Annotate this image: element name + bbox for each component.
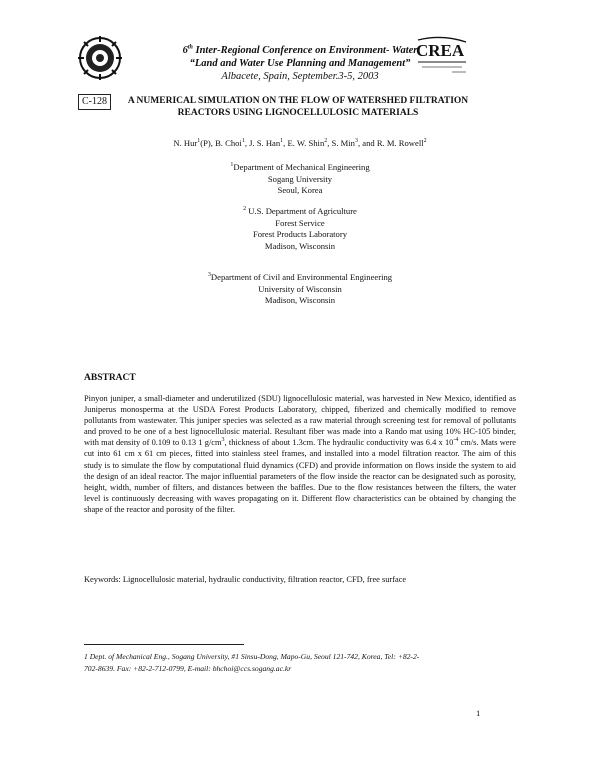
footnote-rule	[84, 644, 244, 645]
conference-title: 6th Inter-Regional Conference on Environment- Water	[182, 44, 418, 56]
footnote: 1 Dept. of Mechanical Eng., Sogang University, #1 Sinsu-Dong, Mapo-Gu, Seoul 121-742, Korea, Tel: +82-2- 702-8639. Fax: +82-2-712-0799, E-mail: bhchoi@ccs.sogang.ac.kr	[84, 652, 420, 673]
author-list	[60, 138, 540, 148]
author: R. M. Rowell$^2$	[376, 138, 427, 148]
conference-theme: “Land and Water Use Planning and Management”	[189, 58, 411, 69]
author: B. Choi$^1$,	[215, 138, 250, 148]
crea-logo-text: CREA	[416, 41, 465, 60]
page-number: 1	[476, 708, 481, 718]
crea-logo	[412, 36, 472, 76]
conference-location-date: Albacete, Spain, September.3-5, 2003	[221, 71, 379, 82]
author: E. W. Shin$^2$,	[287, 138, 332, 148]
affiliation-3: $^3$Department of Civil and Environmental Engineering University of Wisconsin Madison, Wisconsin	[207, 272, 393, 305]
conference-logo	[78, 36, 122, 80]
author: N. Hur$^1$(P),	[173, 138, 216, 148]
affiliation-1: $^1$Department of Mechanical Engineering Sogang University Seoul, Korea	[230, 162, 370, 195]
abstract-heading: ABSTRACT	[84, 373, 136, 383]
paper-id-badge: C-128	[78, 94, 111, 110]
keywords: Keywords: Lignocellulosic material, hydraulic conductivity, filtration reactor, CFD, free surface	[84, 575, 407, 584]
author: J. S. Han$^1$,	[249, 138, 288, 148]
abstract-body: Pinyon juniper, a small-diameter and underutilized (SDU) lignocellulosic material, was harvested in New Mexico, identified as Juniperus monosperma at the USDA Forest Products Laboratory, chipped, fiberized and chemically modified to remove pollutants from wastewater. This juniper species was selected as a raw material through screening test for removal of pollutants and proved to be one of a best lignocellulosic material. Resultant fiber was made into a Rando mat using 10% HC-105 binder, with mat density of 0.109 to 0.13 1 $g/cm^3$, thickness of about 1.3cm. The hydraulic conductivity was 6.4 x $10^{-4}$ cm/s. Mats were cut into 61 cm x 61 cm pieces, fitted into stainless steel frames, and installed into a model filtration reactor. The aim of this study is to simulate the flow by computational fluid dynamics (CFD) and provide information on flows inside the system to aid the design of an ideal reactor. The major influential parameters of the flow inside the reactor can be designated such as porosity, height, width, number of filters, and distances between the baffles. Due to the flow resistances between the filters, the water level is continuously decreasing with waves propagating on it. Different flow characteristics can be obtained by changing the shape of the reactor and porosity of the filter.	[84, 394, 517, 514]
author: S. Min$^3$, and	[331, 138, 377, 148]
affiliation-2: $^2$ U.S. Department of Agriculture Forest Service Forest Products Laboratory Madison, Wisconsin	[243, 206, 357, 251]
paper-title: A NUMERICAL SIMULATION ON THE FLOW OF WATERSHED FILTRATION REACTORS USING LIGNOCELLULOSIC MATERIALS	[127, 96, 469, 118]
